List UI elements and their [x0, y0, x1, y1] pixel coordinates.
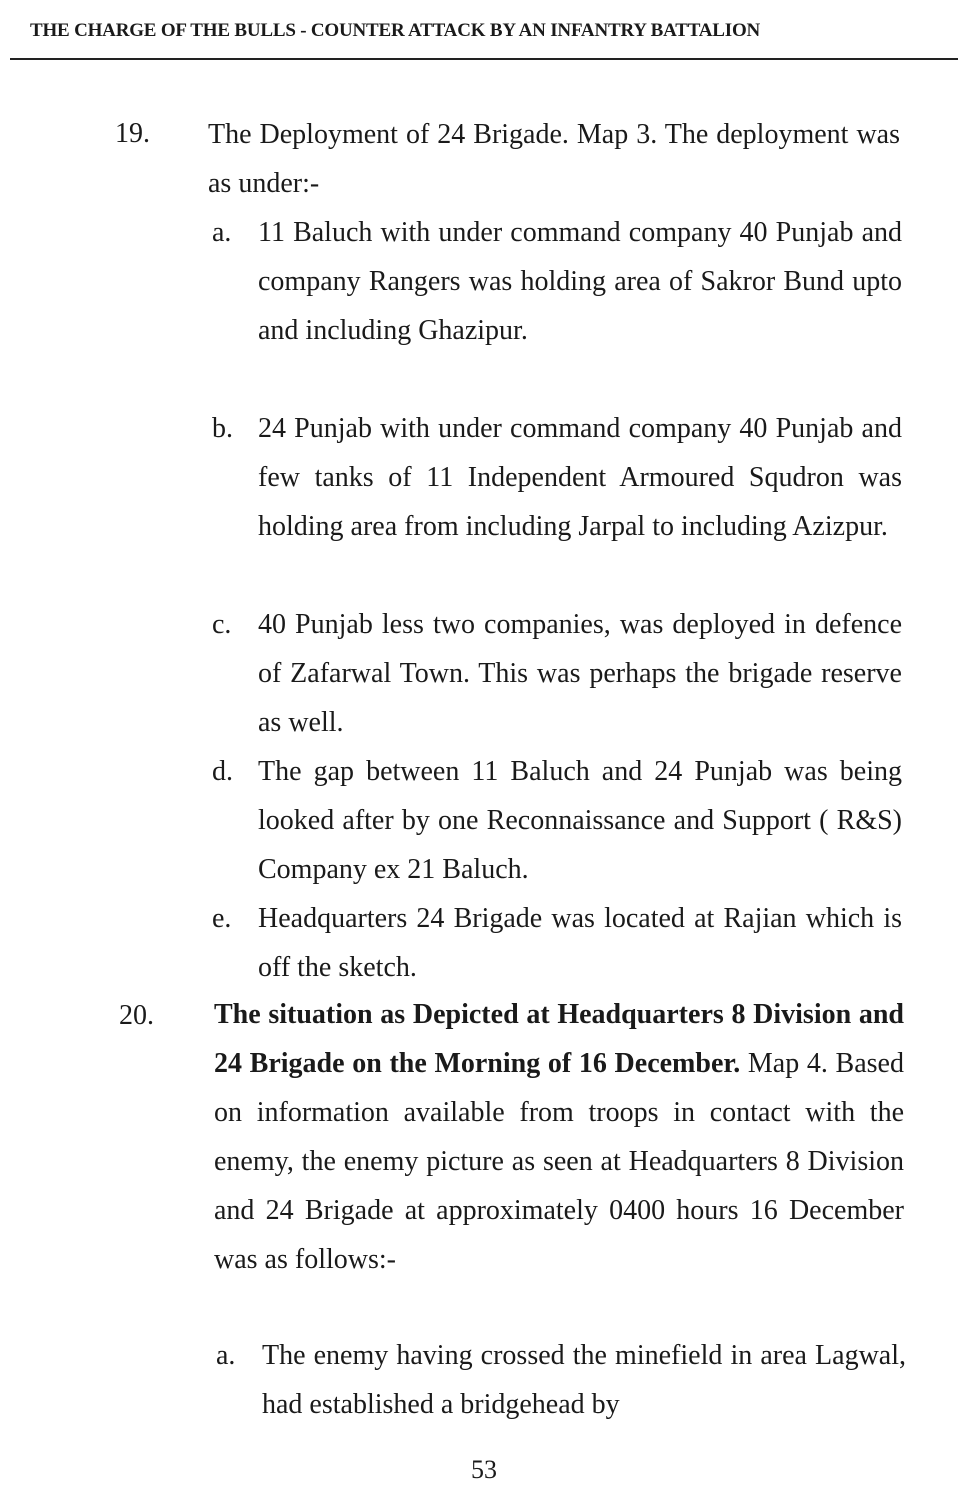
- list-marker: a.: [216, 1340, 236, 1371]
- paragraph-heading: The situation as Depicted at Headquarters 8 Division and 24 Brigade on the Morning of 16 December.: [214, 999, 904, 1079]
- list-marker: b.: [212, 413, 233, 444]
- header-rule: [10, 58, 958, 60]
- list-item-text: The gap between 11 Baluch and 24 Punjab was being looked after by one Reconnaissance and Support ( R&S) Company ex 21 Baluch.: [258, 756, 902, 885]
- page-number: 53: [471, 1455, 497, 1484]
- list-marker: a.: [212, 217, 232, 248]
- list-item-text: The enemy having crossed the minefield in area Lagwal, had established a bridgehead by: [262, 1340, 906, 1420]
- paragraph-body: [214, 990, 904, 1284]
- list-item-text: 40 Punjab less two companies, was deployed in defence of Zafarwal Town. This was perhaps the brigade reserve as well.: [258, 609, 902, 738]
- running-header: THE CHARGE OF THE BULLS - COUNTER ATTACK BY AN INFANTRY BATTALION: [30, 20, 761, 41]
- list-marker: c.: [212, 609, 232, 640]
- paragraph-intro: The Deployment of 24 Brigade. Map 3. The deployment was as under:-: [208, 119, 900, 199]
- list-item-text: 11 Baluch with under command company 40 Punjab and company Rangers was holding area of Sakror Bund upto and including Ghazipur.: [258, 217, 902, 346]
- paragraph-number: 19.: [115, 118, 150, 149]
- paragraph-intro: Map 4. Based on information available from troops in contact with the enemy, the enemy picture as seen at Headquarters 8 Division and 24 Brigade at approximately 0400 hours 16 December was as follows:-: [214, 1048, 904, 1275]
- list-marker: e.: [212, 903, 232, 934]
- paragraph-number: 20.: [119, 1000, 154, 1031]
- list-marker: d.: [212, 756, 233, 787]
- list-item-text: Headquarters 24 Brigade was located at Rajian which is off the sketch.: [258, 903, 902, 983]
- list-item-text: 24 Punjab with under command company 40 Punjab and few tanks of 11 Independent Armoured Squdron was holding area from including Jarpal to including Azizpur.: [258, 413, 902, 542]
